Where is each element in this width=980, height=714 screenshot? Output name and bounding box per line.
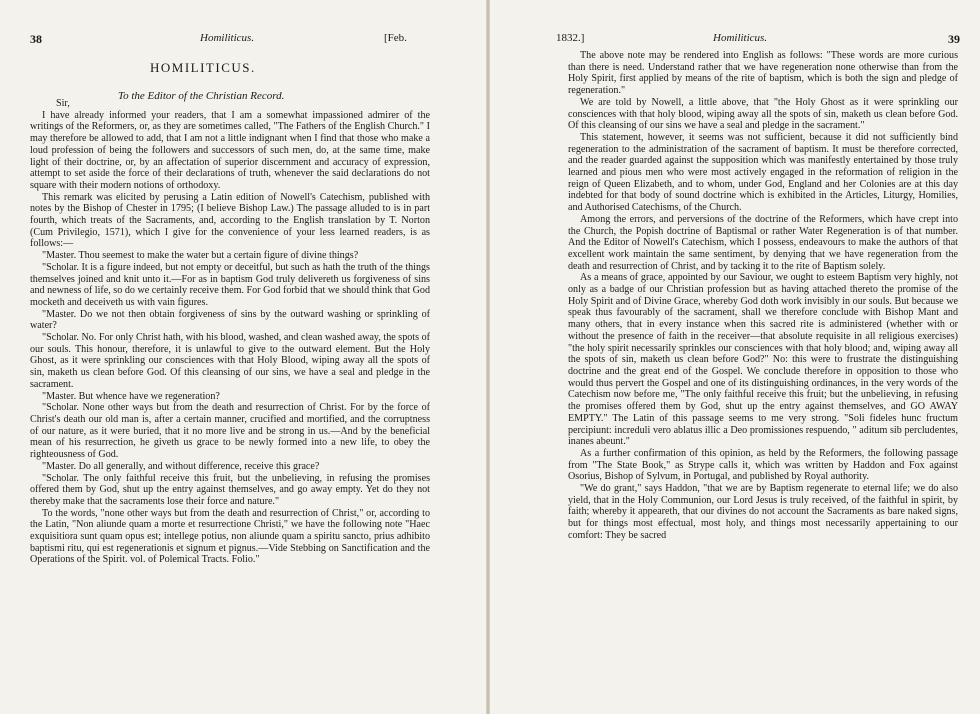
left-date-fragment: [Feb. bbox=[384, 32, 407, 44]
paragraph: We are told by Nowell, a little above, that "the Holy Ghost as it were sprinkling our consciences with that holy blood, wiping away all the spots of sin, maketh us clean before God. Of this cleansing of our sins we have a seal and pledge in the sacrament." bbox=[568, 96, 958, 132]
right-running-head: Homiliticus. bbox=[713, 32, 768, 44]
paragraph: "Master. But whence have we regeneration? bbox=[42, 390, 220, 402]
paragraph: This remark was elicited by perusing a Latin edition of Nowell's Catechism, published with notes by the Bishop of Chester in 1795; (I believe Bishop Law.) The passage alluded to is in part fourth, which treats of the Sacraments, and, according to the English translation by T. Norton (Cum Privilegio, 1571), which I give for the convenience of your less learned readers, is as follows:— bbox=[30, 191, 430, 250]
paragraph: "Scholar. No. For only Christ hath, with his blood, washed, and clean washed away, the spots of our souls. This honour, therefore, it is unlawful to give to the outward element. But the Holy Ghost, as it were sprinkling our consciences with that Holy Blood, wiping away all the spots of sin, maketh us clean before God. Of this cleansing of our sins, we have a seal and pledge in the sacrament. bbox=[30, 332, 430, 390]
paragraph: "Scholar. It is a figure indeed, but not empty or deceitful, but such as hath the truth of the things themselves joined and knit unto it.—For as in baptism God truly delivereth us forgiveness of sins and newness of life, so do we certainly receive them. For God forbid that we should think that God mocketh and deceiveth us with vain figures. bbox=[30, 261, 430, 308]
paragraph: The above note may be rendered into English as follows: "These words are more curious than there is need. Understand rather that we have regeneration none otherwise than from the Holy Spirit, first applied by means of the rite of baptism, which is both the sign and pledge of regeneration." bbox=[568, 50, 958, 97]
right-page bbox=[488, 0, 980, 714]
left-running-head: Homiliticus. bbox=[200, 32, 255, 44]
paragraph: "Scholar. None other ways but from the death and resurrection of Christ. For by the force of Christ's death our old man is, after a certain manner, crucified and mortified, and the corruptness of our nature, as it were buried, that it no more live and be strong in us.—And by the beneficial mean of his resurrection, he giveth us grace to be newly formed into a new life, to obey the righteousness of God. bbox=[30, 402, 430, 461]
paragraph: "Master. Do all generally, and without difference, receive this grace? bbox=[42, 460, 320, 472]
paragraph: Among the errors, and perversions of the doctrine of the Reformers, which have crept into the Church, the Popish doctrine of Baptismal or rather Water Regeneration is of that number. And the Editor of Nowell's Catechism, which I possess, endeavours to make the authors of that excellent work maintain the same sentiment, by denying that we have regeneration from the death and resurrection of Christ, and by tacking it to the rite of Baptism solely. bbox=[568, 213, 958, 272]
left-page bbox=[0, 0, 488, 714]
paragraph: "Master. Thou seemest to make the water but a certain figure of divine things? bbox=[42, 250, 359, 262]
paragraph: "Master. Do we not then obtain forgiveness of sins by the outward washing or sprinkling of water? bbox=[30, 308, 430, 332]
left-page-number: 38 bbox=[30, 32, 42, 46]
salutation: Sir, bbox=[56, 98, 70, 109]
section-title: HOMILITICUS. bbox=[150, 60, 256, 75]
paragraph: I have already informed your readers, that I am a somewhat impassioned admirer of the writings of the Reformers, or, as they are sometimes called, "The Fathers of the English Church." I may therefore be allowed to add, that I am not a little indignant when I find that those who make a loud profession of being the followers and successors of such men, do, at the same time, make light of their doctrine, or, by an affectation of superior discernment and accuracy of expression, attempt to set aside the force of their declarations of truth, whenever the said declarations do not square with their modern notions of orthodoxy. bbox=[30, 109, 430, 191]
paragraph: As a further confirmation of this opinion, as held by the Reformers, the following passage from "The State Book," as Strype calls it, which was written by Haddon and Fox against Osorius, Bishop of Sylvum, in Portugal, and published by Royal authority. bbox=[568, 447, 958, 483]
paragraph: "Scholar. The only faithful receive this fruit, but the unbelieving, in refusing the promises offered them by God, shut up the entry against themselves, and go away empty. Yet do they not thereby make that the sacraments lose their force and nature." bbox=[30, 472, 430, 507]
right-date-fragment: 1832.] bbox=[556, 32, 585, 44]
paragraph: As a means of grace, appointed by our Saviour, we ought to esteem Baptism very highly, not only as a badge of our Christian profession but as having attached thereto the promise of the Holy Spirit and of Divine Grace, whereby God doth work invisibly in our souls. But because we speak thus favourably of the sacrament, shall we therefore conclude with Bishop Mant and many others, that in every instance when this sacred rite is administered (whether with or without the presence of faith in the receiver—that absolute requisite in all religious exercises) "the holy spirit necessarily sprinkles our consciences with that holy blood; and, wiping away all the spots of sin, maketh us clean before God?" No: this were to frustrate the distinguishing doctrine and the great end of the Gospel. We conclude therefore in opposition to those who would thus pervert the Gospel and one of its distinguishing ordinances, in the very words of the Catechism now before me, "The only faithful receive this fruit; but the unbelieving, in refusing the promises offered them by God, shut up the entry against themselves, and GO AWAY EMPTY." The Latin of this passage seems to me very strong. "Soli fideles hunc fructum percipiunt: increduli vero ablatus illic a Deo promissiones respuendo, " aditum sib percludentes, inanes abeunt." bbox=[568, 272, 958, 448]
right-page-number: 39 bbox=[948, 32, 960, 46]
left-page-body bbox=[30, 98, 430, 566]
paragraph: This statement, however, it seems was not sufficient, because it did not sufficiently bind regeneration to the administration of the sacrament of baptism. It must be therefore corrected, and the reader guarded against the supposition which was manifestly entertained by those truly learned and pious men who were most actively engaged in the reformation of religion in the reign of Queen Elizabeth, and to whom, under God, England and her Colonies are at this day indebted for that body of sound doctrine which is exhibited in the Articles, Liturgy, Homilies, and Authorised Catechisms, of the Church. bbox=[568, 131, 958, 214]
editor-address: To the Editor of the Christian Record. bbox=[118, 90, 285, 102]
paragraph: "We do grant," says Haddon, "that we are by Baptism regenerate to eternal life; we do also yield, that in the Holy Communion, our Lord Jesus is truly received, of the faithful in spirit, by faith; whereby it appeareth, that our divines do not account the Sacraments as bare naked signs, but for things most effectual, most holy, and things most necessarily appertaining to our comfort: They be sacred bbox=[568, 483, 958, 541]
paragraph: To the words, "none other ways but from the death and resurrection of Christ," or, according to the Latin, "Non aliunde quam a morte et resurrectione Christi," we have the following note "Haec exquisitiora sunt quam opus est; intellege potius, non aliunde quam a spiritu sancto, prius adhibito baptismi ritu, qui est regenerationis et signum et pignus.—Vide Stebbing on Sanctification and the Operations of the Spirit. vol. of Polemical Tracts. Folio." bbox=[30, 507, 430, 566]
right-page-body bbox=[568, 50, 958, 542]
